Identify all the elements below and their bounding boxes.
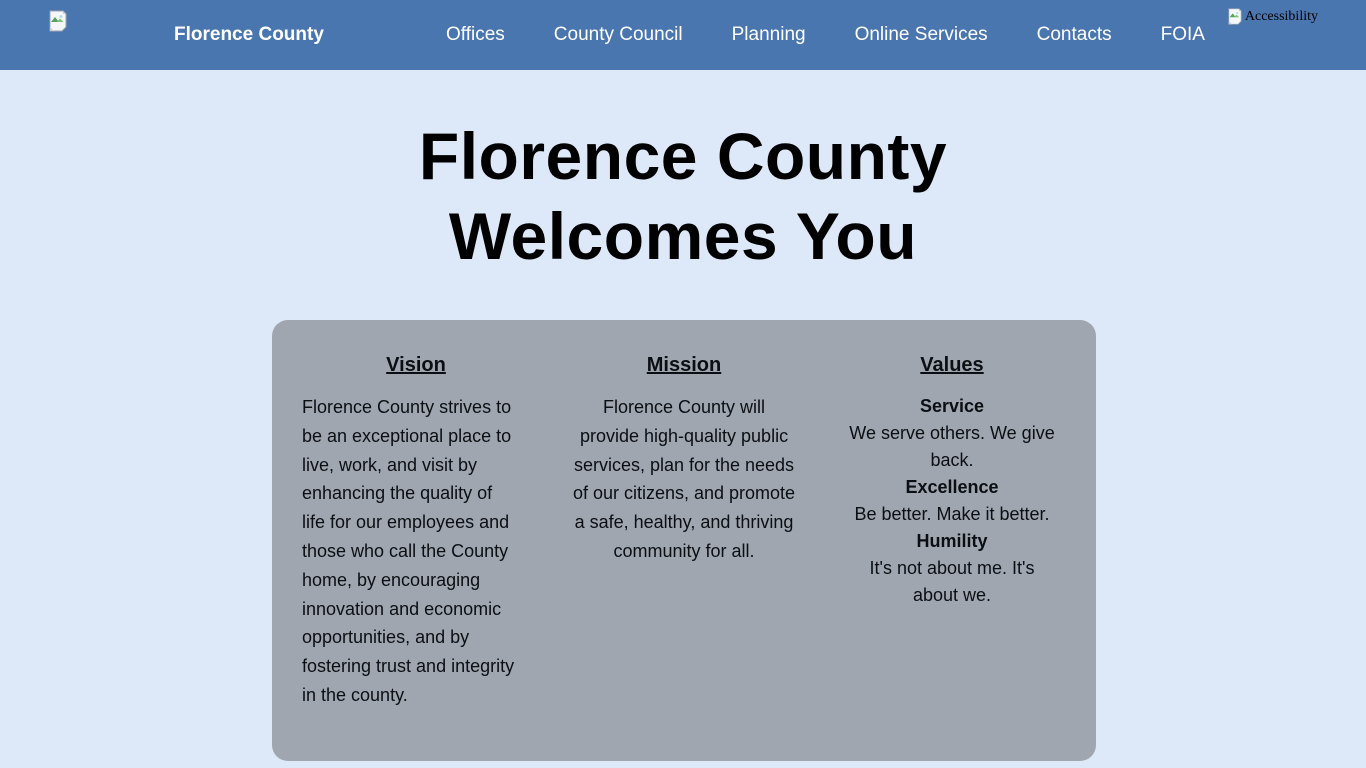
main-content (0, 116, 1366, 705)
value-title: Excellence (905, 477, 999, 497)
broken-image-icon (1227, 8, 1243, 30)
accessibility-link[interactable] (1227, 8, 1318, 30)
mission-column (570, 354, 798, 731)
value-text: We serve others. We give back. (849, 423, 1055, 470)
page-title-line1: Florence County (418, 119, 948, 193)
nav-item-county-council[interactable]: County Council (553, 24, 683, 45)
value-text: It's not about me. It's about we. (869, 558, 1035, 605)
value-title: Service (919, 396, 985, 416)
value-text: Be better. Make it better. (854, 504, 1050, 524)
nav-item-online-services[interactable]: Online Services (854, 24, 988, 45)
vision-column (302, 354, 530, 731)
page-title-line2: Welcomes You (448, 199, 918, 273)
values-column (838, 354, 1066, 731)
nav-item-offices[interactable]: Offices (446, 24, 505, 45)
value-item-excellence (838, 474, 1066, 528)
accessibility-alt-text: Accessibility (1244, 9, 1318, 24)
vision-body: Florence County strives to be an exceptional place to live, work, and visit by enhancing the quality of life for our employees and those who call the County home, by encouraging innovation and economic opportunities, and by fostering trust and integrity in the county. (302, 397, 515, 705)
primary-navigation (446, 0, 1205, 70)
vision-mission-values-card (272, 320, 1096, 761)
value-item-service (838, 393, 1066, 474)
mission-heading: Mission (646, 354, 722, 376)
page-title (0, 116, 1366, 276)
nav-item-contacts[interactable]: Contacts (1036, 24, 1112, 45)
mission-body: Florence County will provide high-quality public services, plan for the needs of our citizens, and promote a safe, healthy, and thriving community for all. (572, 397, 796, 561)
value-item-humility (838, 528, 1066, 609)
vision-heading: Vision (386, 354, 446, 376)
nav-item-planning[interactable]: Planning (731, 24, 806, 45)
logo-link[interactable] (48, 10, 68, 32)
brand-name: Florence County (174, 24, 324, 45)
broken-image-icon (48, 10, 68, 32)
values-heading: Values (920, 354, 984, 376)
nav-item-foia[interactable]: FOIA (1160, 24, 1205, 45)
value-title: Humility (916, 531, 988, 551)
top-nav-bar (0, 0, 1366, 70)
